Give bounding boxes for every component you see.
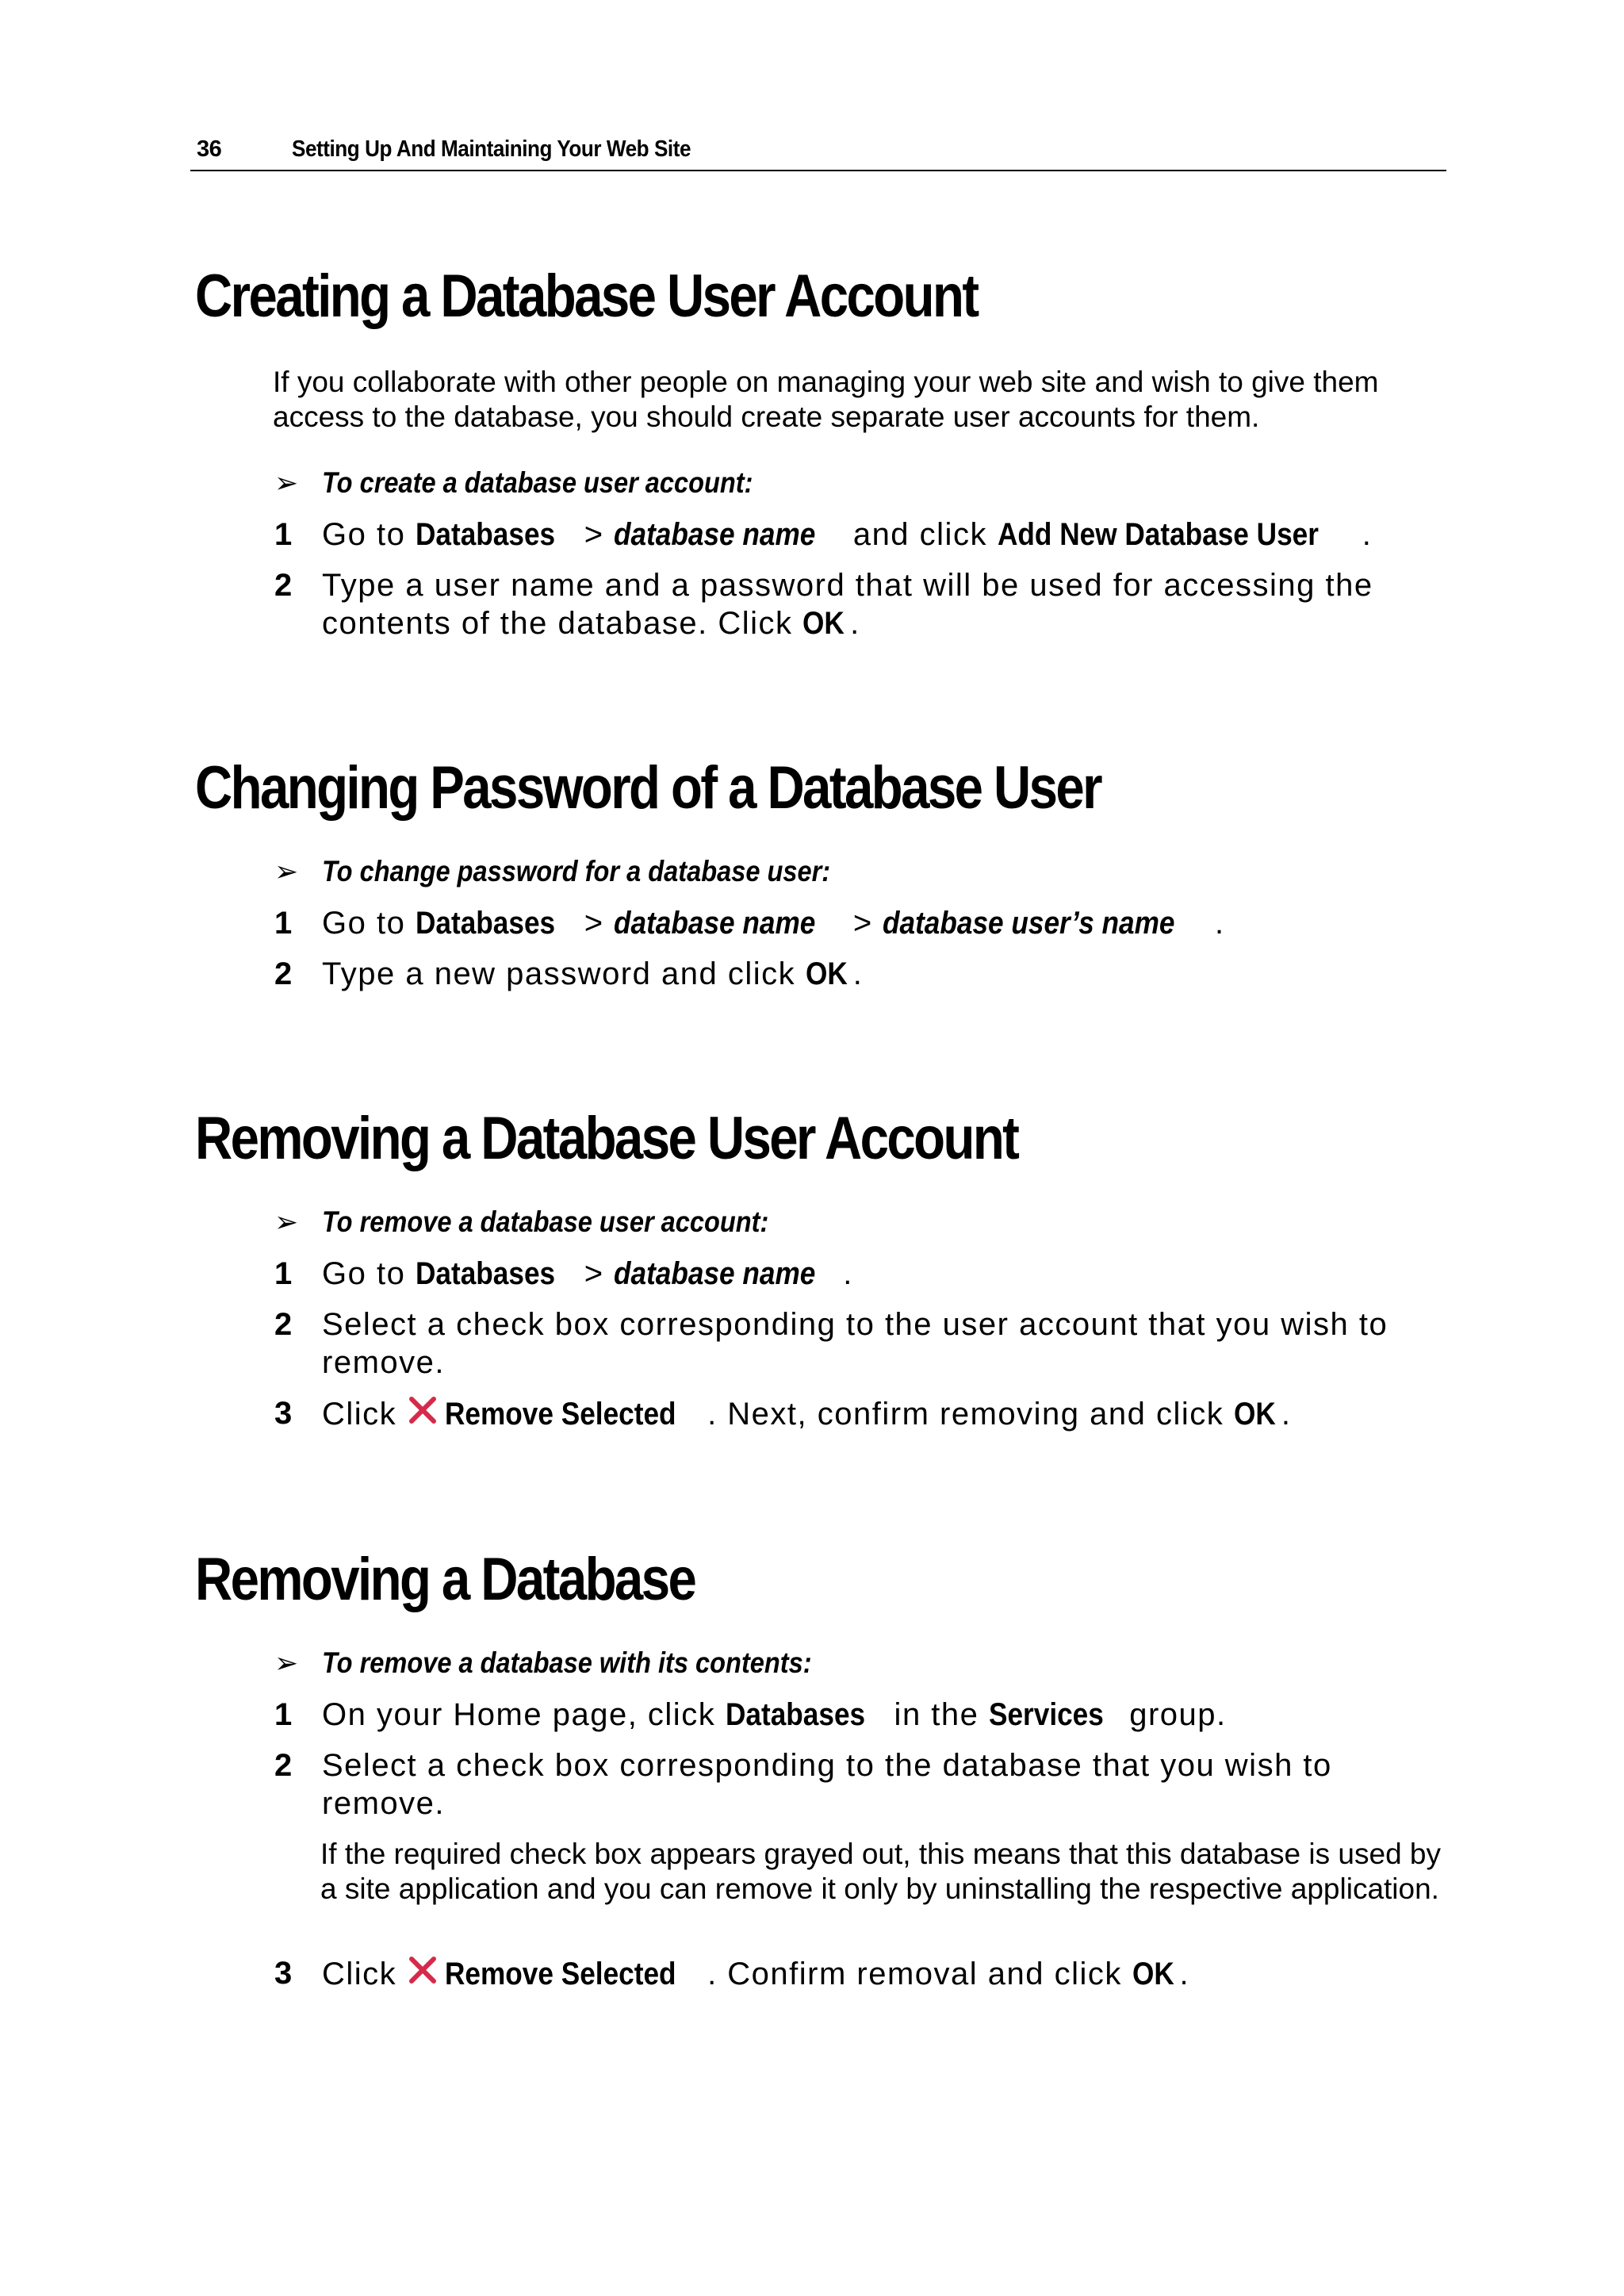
remove-x-icon: [407, 1394, 439, 1426]
italic-term: database name: [614, 1256, 816, 1291]
step-number: 2: [274, 1307, 293, 1342]
step-item: [274, 1305, 1448, 1382]
step-item: [274, 1954, 1448, 1993]
step-number: 3: [274, 1956, 293, 1991]
bold-term: OK: [802, 606, 845, 641]
step-item: [274, 516, 1448, 554]
bold-term: Services: [989, 1697, 1104, 1732]
running-header: [190, 133, 1446, 171]
bold-term: OK: [1132, 1957, 1174, 1991]
step-number: 1: [274, 1697, 293, 1732]
step-item: [274, 904, 1448, 942]
step-item: [274, 1394, 1448, 1433]
step-text: Go to Databases > database name > database user’s name .: [322, 906, 1225, 941]
italic-term: database name: [614, 906, 816, 941]
bold-term: Remove Selected: [444, 1957, 676, 1991]
arrow-bullet-icon: ➢: [274, 1205, 299, 1238]
procedure-title: ➢ To remove a database user account:: [274, 1205, 769, 1238]
procedure-title: ➢ To change password for a database user:: [274, 855, 831, 887]
step-number: 2: [274, 568, 293, 603]
step-number: 2: [274, 1748, 293, 1783]
arrow-bullet-icon: ➢: [274, 466, 299, 499]
bold-term: Databases: [415, 1256, 556, 1291]
bold-term: OK: [805, 956, 848, 991]
step-text: Go to Databases > database name and click Add New Database User .: [322, 517, 1373, 552]
step-item: [274, 1746, 1448, 1823]
step-item: [274, 1696, 1448, 1734]
italic-term: database name: [614, 517, 816, 552]
section-heading: Creating a Database User Account: [195, 263, 978, 330]
bold-term: Databases: [725, 1697, 865, 1732]
bold-term: Add New Database User: [997, 517, 1319, 552]
step-text: Type a new password and click OK .: [322, 956, 864, 991]
section-heading: Changing Password of a Database User: [195, 754, 1101, 822]
step-item: [274, 1255, 1448, 1293]
step-item: [274, 955, 1448, 993]
procedure-title: ➢ To remove a database with its contents:: [274, 1646, 812, 1679]
step-text: On your Home page, click Databases in the Services group.: [322, 1697, 1227, 1732]
step-number: 1: [274, 517, 293, 552]
note-paragraph: If the required check box appears grayed out, this means that this database is used by a site application and you can remove it only by uninstalling the respective application.: [320, 1838, 1442, 1905]
bold-term: Remove Selected: [444, 1397, 676, 1432]
remove-x-icon: [407, 1954, 439, 1986]
step-text: Click Remove Selected . Confirm removal and click OK .: [322, 1954, 1448, 1993]
step-number: 1: [274, 1256, 293, 1291]
page-number: 36: [197, 136, 222, 162]
intro-paragraph: If you collaborate with other people on managing your web site and wish to give them access to the database, you should create separate user accounts for them.: [273, 366, 1379, 433]
running-title: Setting Up And Maintaining Your Web Site: [292, 136, 691, 162]
step-text: Type a user name and a password that will be used for accessing the contents of the database. Click OK .: [322, 568, 1373, 641]
step-text: Select a check box corresponding to the database that you wish to remove.: [322, 1748, 1332, 1821]
step-number: 3: [274, 1396, 293, 1431]
bold-term: Databases: [415, 906, 556, 941]
step-number: 1: [274, 906, 293, 941]
arrow-bullet-icon: ➢: [274, 1646, 299, 1679]
step-text: Click Remove Selected . Next, confirm removing and click OK .: [322, 1394, 1448, 1433]
procedure-title: ➢ To create a database user account:: [274, 466, 753, 499]
bold-term: Databases: [415, 517, 556, 552]
step-text: Select a check box corresponding to the user account that you wish to remove.: [322, 1307, 1388, 1380]
arrow-bullet-icon: ➢: [274, 855, 299, 887]
section-heading: Removing a Database: [195, 1546, 695, 1613]
step-item: [274, 566, 1448, 642]
bold-term: OK: [1233, 1397, 1276, 1432]
step-text: Go to Databases > database name .: [322, 1256, 853, 1291]
italic-term: database user’s name: [883, 906, 1175, 941]
step-number: 2: [274, 956, 293, 991]
section-heading: Removing a Database User Account: [195, 1105, 1018, 1172]
